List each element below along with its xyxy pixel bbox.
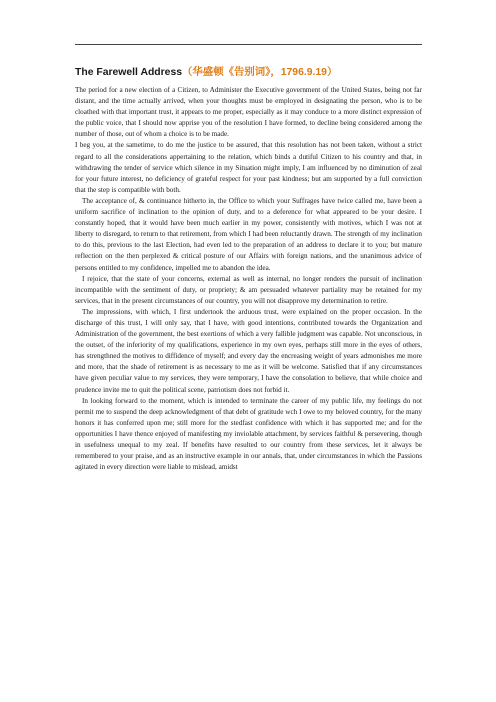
paragraph: I rejoice, that the state of your concerns, external as well as internal, no longer renders the pursuit of inclination incompatible with the sentiment of duty, or propriety; & am persuaded whatever partiality may be retained for my services, that in the present circumstances of our country, you will not disapprove my determination to retire. bbox=[75, 274, 422, 305]
document-title bbox=[75, 67, 422, 79]
paragraph: The period for a new election of a Citizen, to Administer the Executive government of the United States, being not far distant, and the time actually arrived, when your thoughts must be employed in designating the person, who is to be cloathed with that important trust, it appears to me proper, especially as it may conduce to a more distinct expression of the public voice, that I should now apprise you of the resolution I have formed, to decline being considered among the number of those, out of whom a choice is to be made. bbox=[75, 86, 422, 139]
title-text: The Farewell Address bbox=[75, 67, 183, 78]
paragraph: The impressions, with which, I first undertook the arduous trust, were explained on the proper occasion. In the discharge of this trust, I will only say, that I have, with good intentions, contributed towards the Organization and Administration of the government, the best exertions of which a very fallible judgment was capable. Not unconscious, in the outset, of the inferiority of my qualifications, experience in my own eyes, perhaps still more in the eyes of others, has strengthned the motives to diffidence of myself; and every day the encreasing weight of years admonishes me more and more, that the shade of retirement is as necessary to me as it will be welcome. Satisfied that if any circumstances have given peculiar value to my services, they were temporary, I have the consolation to believe, that while choice and prudence invite me to quit the political scene, patriotism does not forbid it. bbox=[75, 307, 422, 394]
paragraph: The acceptance of, & continuance hitherto in, the Office to which your Suffrages have twice called me, have been a uniform sacrifice of inclination to the opinion of duty, and to a deference for what appeared to be your desire. I constantly hoped, that it would have been much earlier in my power, consistently with motives, which I was not at liberty to disregard, to return to that retirement, from which I had been reluctantly drawn. The strength of my inclination to do this, previous to the last Election, had even led to the preparation of an address to declare it to you; but mature reflection on the then perplexed & critical posture of our Affairs with foreign nations, and the unanimous advice of persons entitled to my confidence, impelled me to abandon the idea. bbox=[75, 196, 422, 272]
paragraph: I beg you, at the sametime, to do me the justice to be assured, that this resolution has not been taken, without a strict regard to all the considerations appertaining to the relation, which binds a dutiful Citizen to his country and that, in withdrawing the tender of service which silence in my Situation might imply, I am influenced by no diminution of zeal for your future interest, no deficiency of grateful respect for your past kindness; but am supported by a full conviction that the step is compatible with both. bbox=[75, 141, 422, 194]
title-subtitle: （华盛顿《告别词》，1796.9.19） bbox=[182, 67, 338, 78]
document-body bbox=[75, 85, 422, 695]
paragraph: In looking forward to the moment, which is intended to terminate the career of my public life, my feelings do not permit me to suspend the deep acknowledgment of that debt of gratitude wch I owe to my beloved country, for the many honors it has conferred upon me; still more for the stedfast confidence with which it has supported me; and for the opportunities I have thence enjoyed of manifesting my inviolable attachment, by services faithful & persevering, though in usefulness unequal to my zeal. If benefits have resulted to our country from these services, let it always be remembered to your praise, and as an instructive example in our annals, that, under circumstances in which the Passions agitated in every direction were liable to mislead, amidst bbox=[75, 396, 422, 472]
header-rule bbox=[75, 44, 422, 45]
